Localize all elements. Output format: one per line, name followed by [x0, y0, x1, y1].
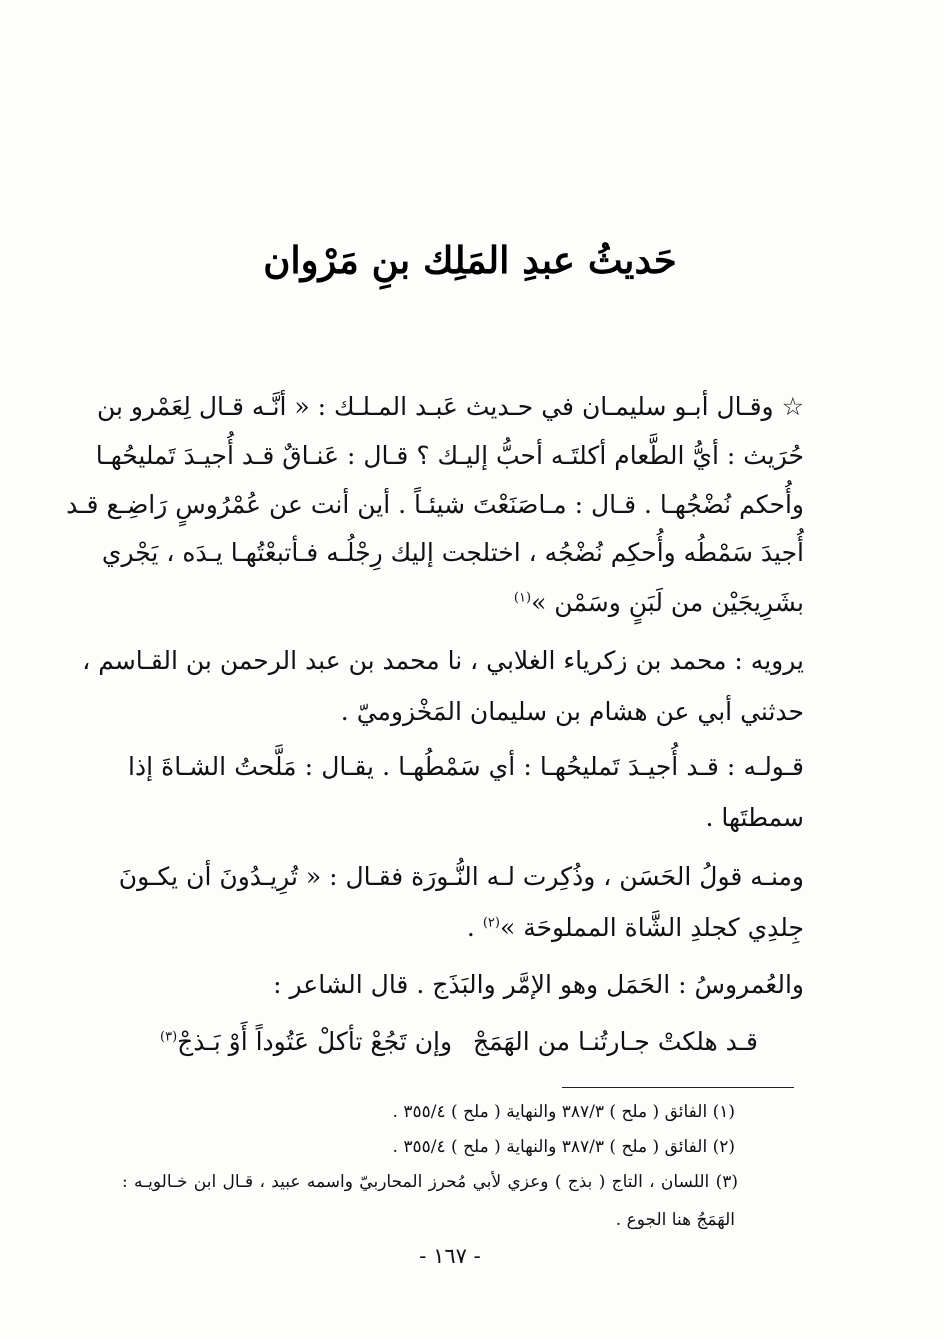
body-line: ومنـه قولُ الحَسَن ، وذُكِرت لـه النُّـورَة فقـال : « تُرِيـدُونَ أن يكـونَ — [118, 862, 804, 891]
body-line — [128, 588, 804, 618]
body-line: ☆ وقـال أبـو سليمـان في حـديث عَبـد المـلـك : « أنَّـه قـال لِعَمْرو بن — [96, 392, 804, 421]
footnote: (٣) اللسان ، التاج ( بذج ) وعزي لأبي مُحرز المحاربيّ واسمه عبيد ، قـال ابن خـالويـه : — [122, 1172, 738, 1192]
body-line: وأُحكم نُضْجُهـا . قـال : مـاصَنَعْتَ شيئـاً . أين أنت عن عُمْرُوسٍ رَاضِـع قـد — [66, 490, 804, 519]
footnote-continuation: الهَمَجُ هنا الجوع . — [615, 1210, 735, 1230]
footnote: (٢) الفائق ( ملح ) ٣٨٧/٣ والنهاية ( ملح ) ٣٥٥/٤ . — [392, 1137, 735, 1157]
page-number: - ١٦٧ - — [419, 1244, 481, 1268]
footnote-separator — [562, 1087, 794, 1088]
body-line: حُرَيث : أيُّ الطَّعام أكلتَـه أحبُّ إليـك ؟ قـال : عَنـاقٌ قـد أُجيـدَ تَمليحُهـا — [95, 441, 804, 470]
footnote-ref: (٢) — [482, 915, 500, 931]
verse-text: وإن تَجُعْ تأكلْ عَتُوداً أَوْ بَـذجْ — [177, 1027, 453, 1056]
footnote-ref: (٣) — [160, 1029, 178, 1045]
body-line: أُجيدَ سَمْطُه وأُحكِم نُضْجُه ، اختلجت إليك رِجْلُـه فـأتبعْتُهـا يـدَه ، يَجْري — [101, 538, 804, 567]
footnote-ref: (١) — [513, 590, 532, 606]
body-line: سمطتَها . — [705, 803, 804, 832]
body-line — [128, 913, 804, 943]
punctuation: . — [466, 913, 483, 942]
body-line: قـولـه : قـد أُجيـدَ تَمليحُهـا : أي سَمْطُهـا . يقـال : مَلَّحتُ الشـاةَ إذا — [128, 752, 804, 781]
body-line: والعُمروسُ : الحَمَل وهو الإمَّر والبَذَج . قال الشاعر : — [273, 970, 804, 999]
body-line: يرويه : محمد بن زكرياء الغلابي ، نا محمد بن عبد الرحمن بن القـاسم ، — [82, 646, 804, 675]
page-title: حَديثُ عبدِ المَلِك بنِ مَرْوان — [263, 238, 677, 282]
body-line: حدثني أبي عن هشام بن سليمان المَخْزوميّ . — [340, 697, 804, 726]
verse-second-hemistich — [160, 1027, 452, 1056]
quote-text: بشَرِيجَيْن من لَبَنٍ وسَمْن » — [531, 588, 804, 617]
footnote: (١) الفائق ( ملح ) ٣٨٧/٣ والنهاية ( ملح ) ٣٥٥/٤ . — [392, 1102, 735, 1122]
quote-text: جِلدِي كجلدِ الشَّاة المملوحَة » — [499, 913, 804, 942]
verse-first-hemistich: قـد هلكتْ جـارتُنـا من الهَمَجْ — [472, 1027, 758, 1056]
